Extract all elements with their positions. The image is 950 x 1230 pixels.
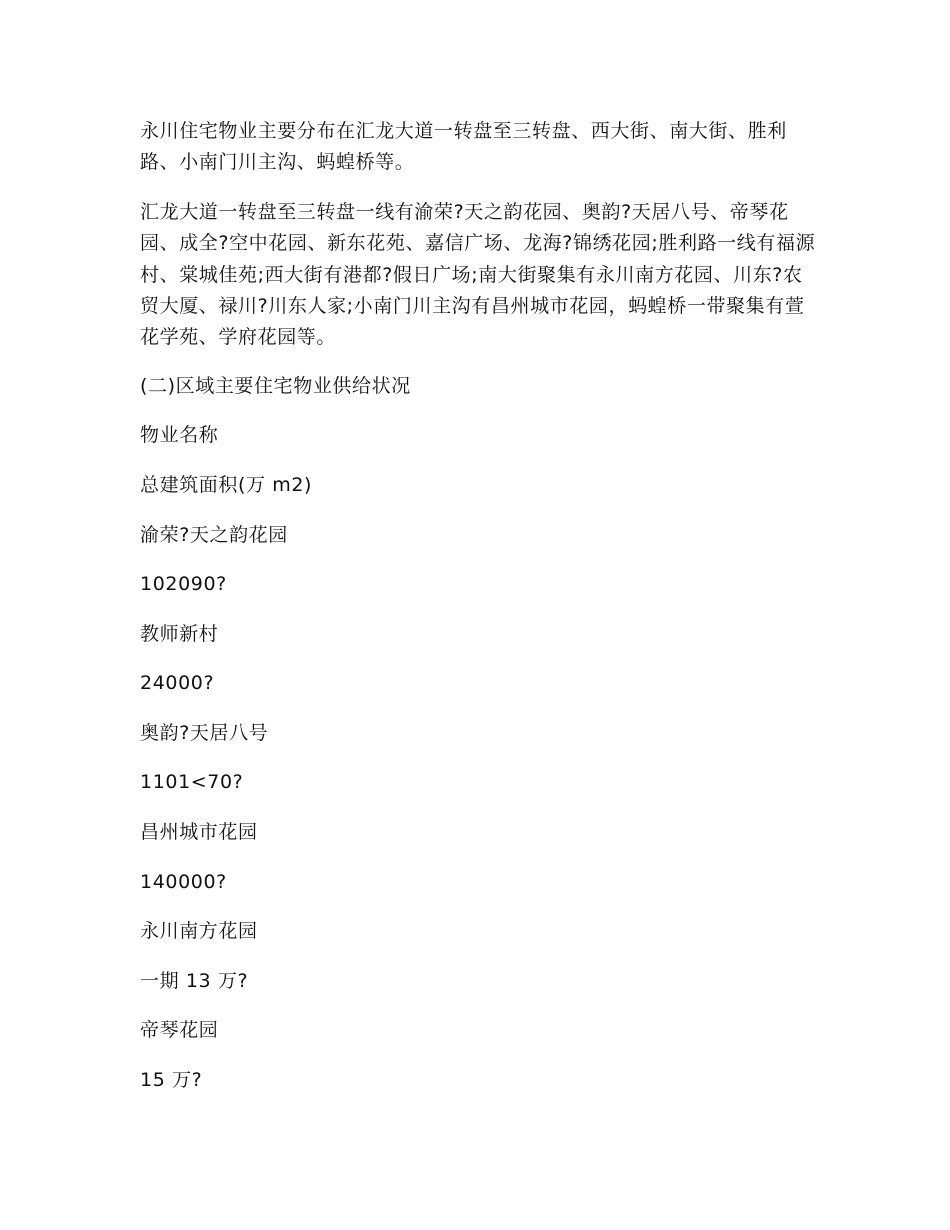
row-area: 24000? xyxy=(140,672,215,694)
paragraph-property-list: 汇龙大道一转盘至三转盘一线有渝荣?天之韵花园、奥韵?天居八号、帝琴花园、成全?空中花园、新东花苑、嘉信广场、龙海?锦绣花园;胜利路一线有福源村、棠城佳苑;西大街有港都?假日广场;南大街聚集有永川南方花园、川东?农贸大厦、禄川?川东人家;小南门川主沟有昌州城市花园，蚂蝗桥一带聚集有萱花学苑、学府花园等。 xyxy=(140,201,816,349)
row-name: 教师新村 xyxy=(140,623,219,645)
row-area: 15 万? xyxy=(140,1069,203,1091)
section-heading: (二)区域主要住宅物业供给状况 xyxy=(140,375,411,397)
table-header-area: 总建筑面积(万 m2) xyxy=(140,474,313,496)
row-name: 渝荣?天之韵花园 xyxy=(140,524,288,546)
row-area: 102090? xyxy=(140,573,227,595)
row-name: 奥韵?天居八号 xyxy=(140,722,269,744)
table-header-name: 物业名称 xyxy=(140,424,219,446)
row-name: 永川南方花园 xyxy=(140,920,258,942)
row-area: 1101<70? xyxy=(140,771,244,793)
row-name: 昌州城市花园 xyxy=(140,821,258,843)
row-area: 140000? xyxy=(140,871,227,893)
row-name: 帝琴花园 xyxy=(140,1019,219,1041)
paragraph-distribution: 永川住宅物业主要分布在汇龙大道一转盘至三转盘、西大街、南大街、胜利路、小南门川主沟、蚂蝗桥等。 xyxy=(140,120,787,174)
row-area: 一期 13 万? xyxy=(140,970,249,992)
